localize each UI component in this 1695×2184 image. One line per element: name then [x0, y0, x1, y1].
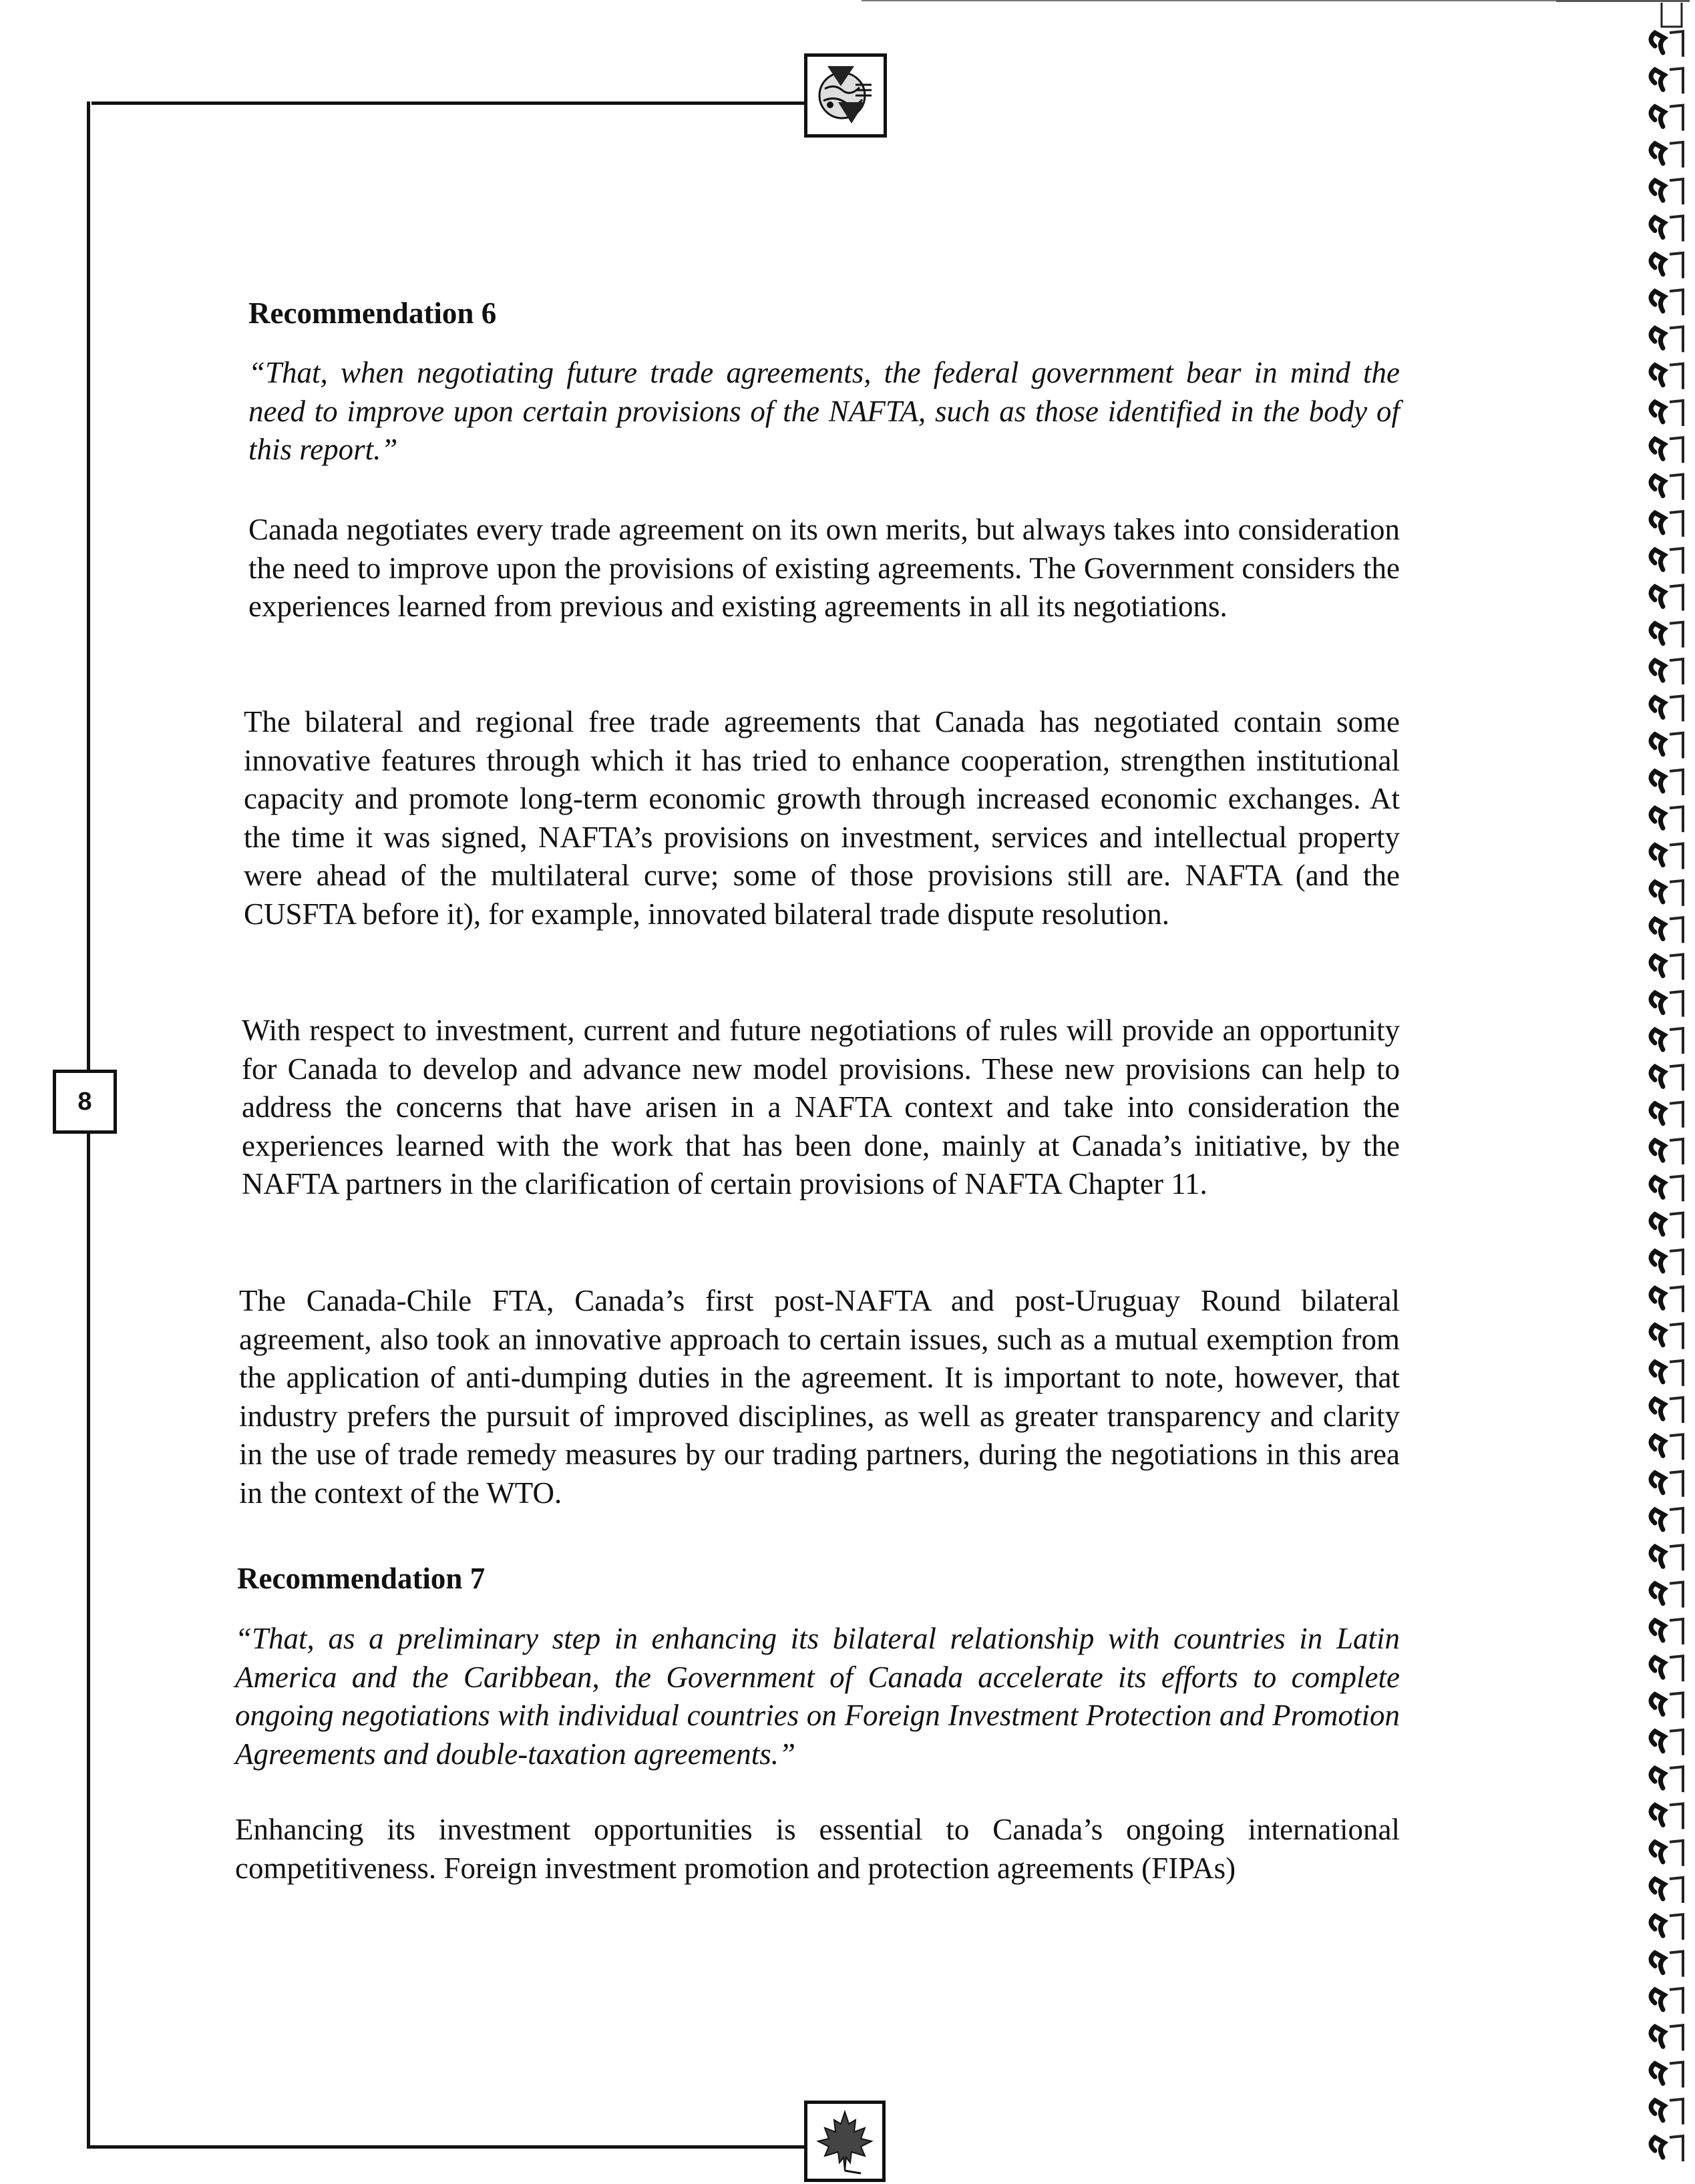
spiral-coil	[1651, 1693, 1683, 1719]
spiral-coil	[1651, 1730, 1683, 1755]
spiral-coil	[1651, 1287, 1683, 1312]
spiral-coil	[1651, 1102, 1683, 1128]
spiral-coil	[1651, 1397, 1683, 1423]
spiral-coil	[1651, 401, 1683, 426]
spiral-coil	[1651, 1656, 1683, 1681]
spiral-coil	[1651, 881, 1683, 906]
spiral-coil	[1651, 548, 1683, 574]
spiral-coil	[1651, 1878, 1683, 1903]
spiral-coil	[1651, 955, 1683, 980]
spiral-coil	[1651, 2062, 1683, 2088]
spiral-coil	[1651, 1472, 1683, 1497]
spiral-coil	[1651, 1434, 1683, 1460]
spiral-binding-icon	[1635, 0, 1695, 2184]
spiral-coil	[1651, 1803, 1683, 1829]
spiral-coil	[1651, 1213, 1683, 1239]
spiral-binding	[1635, 0, 1695, 2184]
scan-edge-line	[862, 0, 1630, 1]
globe-triangles-emblem-icon	[807, 57, 884, 134]
body-paragraph: With respect to investment, current and future negotiations of rules will provide an opportunity for Canada to develop and advance new model provisions. These new provisions can help to address the concerns that have arisen in a NAFTA context and take into consideration the experiences learned with the work that has been done, mainly at Canada’s initiative, by the NAFTA partners in the clarification of certain provisions of NAFTA Chapter 11.	[242, 1014, 1400, 1201]
spiral-coil	[1651, 733, 1683, 758]
spiral-coil	[1651, 1952, 1683, 1977]
spiral-coil	[1651, 659, 1683, 684]
spiral-coil	[1651, 475, 1683, 500]
spiral-coil	[1651, 1028, 1683, 1054]
spiral-coil	[1651, 31, 1683, 57]
spiral-coil	[1651, 1176, 1683, 1201]
spiral-coil	[1651, 1619, 1683, 1645]
frame-bottom-rule	[87, 2145, 807, 2149]
spiral-coil	[1651, 326, 1683, 352]
body-paragraph: The bilateral and regional free trade agreements that Canada has negotiated contain some innovative features through which it has tried to enhance cooperation, strengthen institutional capacity and promote long-term economic growth through increased economic exchanges. At the time it was signed, NAFTA’s provisions on investment, services and intellectual property were ahead of the multilateral curve; some of those provisions still are. NAFTA (and the CUSFTA before it), for example, innovated bilateral trade dispute resolution.	[244, 705, 1400, 931]
body-paragraph: The Canada-Chile FTA, Canada’s first post-NAFTA and post-Uruguay Round bilateral agreement, also took an innovative approach to certain issues, such as a mutual exemption from the application of anti-dumping duties in the agreement. It is important to note, however, that industry prefers the pursuit of improved disciplines, as well as greater transparency and clarity in the use of trade remedy measures by our trading partners, during the negotiations in this area in the context of the WTO.	[239, 1284, 1400, 1510]
body-paragraph: Enhancing its investment opportunities is essential to Canada’s ongoing international competitiveness. Foreign investment promotion and protection agreements (FIPAs)	[235, 1813, 1400, 1885]
spiral-coil	[1651, 1582, 1683, 1608]
spiral-coil	[1651, 1767, 1683, 1792]
spiral-coil	[1651, 1841, 1683, 1866]
spiral-coil	[1651, 1324, 1683, 1349]
spiral-coil	[1651, 917, 1683, 943]
spiral-coil	[1651, 1508, 1683, 1534]
spiral-coil	[1651, 1065, 1683, 1090]
spiral-coil	[1651, 696, 1683, 721]
footer-emblem-icon	[804, 2101, 886, 2182]
recommendation-7-heading: Recommendation 7	[237, 1562, 486, 1595]
spiral-coil	[1651, 1545, 1683, 1570]
body-paragraph: Canada negotiates every trade agreement on its own merits, but always takes into consideration the need to improve upon the provisions of existing agreements. The Government considers the experiences learned from previous and existing agreements in all its negotiations.	[248, 513, 1400, 624]
spiral-coil	[1651, 2136, 1683, 2161]
spiral-coil	[1651, 992, 1683, 1017]
spiral-coil	[1651, 437, 1683, 463]
spiral-coil	[1651, 105, 1683, 131]
spiral-coil	[1651, 511, 1683, 537]
spiral-coil	[1651, 364, 1683, 389]
spiral-coil	[1651, 290, 1683, 315]
spiral-coil	[1651, 1361, 1683, 1386]
spiral-coil	[1651, 253, 1683, 278]
recommendation-6-heading: Recommendation 6	[248, 296, 497, 330]
frame-top-rule	[91, 101, 807, 105]
recommendation-6-quote: “That, when negotiating future trade agreements, the federal government bear in mind the need to improve upon certain provisions of the NAFTA, such as those identified in the body of this report.”	[248, 356, 1400, 467]
header-emblem-icon	[804, 53, 887, 138]
recommendation-7-quote: “That, as a preliminary step in enhancing its bilateral relationship with countries in Latin America and the Caribbean, the Government of Canada accelerate its efforts to complete ongoing negotiations with individual countries on Foreign Investment Protection and Promotion Agreements and double-taxation agreements.”	[235, 1622, 1400, 1771]
spiral-coil	[1651, 807, 1683, 832]
spiral-coil	[1651, 179, 1683, 204]
spiral-coil	[1651, 622, 1683, 648]
maple-leaf-icon	[807, 2104, 882, 2179]
spiral-coil	[1651, 2025, 1683, 2050]
spiral-coil	[1651, 1139, 1683, 1164]
spiral-coil	[1651, 2099, 1683, 2125]
spiral-coil	[1651, 1914, 1683, 1940]
spiral-coil	[1651, 216, 1683, 242]
page-number: 8	[53, 1070, 117, 1134]
spiral-coil	[1651, 142, 1683, 168]
spiral-coil	[1651, 586, 1683, 611]
spiral-coil	[1651, 844, 1683, 869]
spiral-coil	[1651, 1250, 1683, 1275]
spiral-coil	[1651, 770, 1683, 795]
spiral-coil	[1651, 1988, 1683, 2014]
spiral-coil	[1651, 68, 1683, 93]
